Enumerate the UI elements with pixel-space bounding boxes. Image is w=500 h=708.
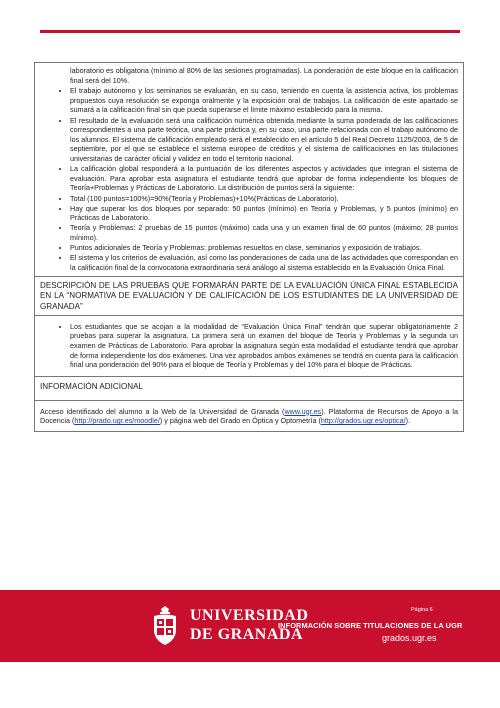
additional-info-section bbox=[35, 400, 463, 431]
top-red-bar bbox=[40, 30, 460, 33]
list-item: • Los estudiantes que se acojan a la modalidad de “Evaluación Única Final” tendrán que superar obligatoriamente 2 pruebas para superar la asignatura. La primera será un examen del bloque de Teoría y Problemas y la segunda un examen de Prácticas de Laboratorio. Para aprobar la asignatura según esta modalidad el estudiante tendrá que aprobar de forma independiente los dos exámenes. Una vez aprobados ambos exámenes se tendrá en cuenta para la calificación final una ponderación del 90% para el bloque de Teoría y Problemas y del 10% para el bloque de Prácticas. bbox=[70, 322, 458, 370]
evaluation-section bbox=[35, 63, 463, 276]
grados-site-label: grados.ugr.es bbox=[382, 633, 437, 643]
list-item: • El trabajo autónomo y los seminarios se evaluarán, en su caso, teniendo en cuenta la asistencia activa, los problemas propuestos cuya resolución se exponga oralmente y la exposición oral de trabajos. La calificación de este apartado se sumará a la calificación final sin que pueda superarse el límite máximo establecido para la misma. bbox=[70, 86, 458, 115]
ugr-web-link[interactable]: www.ugr.es bbox=[284, 406, 322, 416]
single-exam-list bbox=[40, 322, 458, 370]
list-item: • Hay que superar los dos bloques por separado: 50 puntos (mínimo) en Teoría y Problemas, y 5 puntos (mínimo) en Prácticas de Laboratorio. bbox=[70, 204, 458, 223]
list-item: • Teoría y Problemas: 2 pruebas de 15 puntos (máximo) cada una y un examen final de 60 puntos (máximo; 28 puntos mínimo). bbox=[70, 223, 458, 242]
list-item: • La calificación global responderá a la puntuación de los diferentes aspectos y actividades que integran el sistema de evaluación. Para aprobar esta asignatura el estudiante tendrá que aprobar de forma independiente los bloques de Teoría+Problemas y Prácticas de Laboratorio. La distribución de puntos será la siguiente: bbox=[70, 164, 458, 193]
university-name-line2: DE GRANADA bbox=[190, 626, 303, 643]
evaluation-table bbox=[34, 62, 464, 432]
list-item: • El resultado de la evaluación será una calificación numérica obtenida mediante la suma ponderada de las calificaciones correspondientes a una parte teórica, una parte práctica y, en su caso, una parte relacionada con el trabajo autónomo de los alumnos. El sistema de calificación empleado será el establecido en el artículo 5 del Real Decreto 1125/2003, de 5 de septiembre, por el que se establece el sistema europeo de créditos y el sistema de calificaciones en las titulaciones universitarias de carácter oficial y validez en todo el territorio nacional. bbox=[70, 116, 458, 164]
grados-optica-link[interactable]: http://grados.ugr.es/optica/ bbox=[320, 416, 406, 426]
page-number: Página 6 bbox=[411, 607, 433, 613]
additional-info-text: Acceso identificado del alumno a la Web de la Universidad de Granada (www.ugr.es). Plataforma de Recursos de Apoyo a la Docencia (http://prado.ugr.es/moodle/) y página web del Grado en Óptica y Optometría (http://grados.ugr.es/optica/). bbox=[40, 406, 459, 426]
evaluation-list bbox=[40, 86, 458, 272]
titulaciones-info-label: INFORMACIÓN SOBRE TITULACIONES DE LA UGR bbox=[278, 621, 463, 630]
single-exam-title: DESCRIPCIÓN DE LAS PRUEBAS QUE FORMARÁN PARTE DE LA EVALUACIÓN ÚNICA FINAL ESTABLECIDA EN LA “NORMATIVA DE EVALUACIÓN Y DE CALIFICACIÓN DE LOS ESTUDIANTES DE LA UNIVERSIDAD DE GRANADA” bbox=[35, 276, 463, 315]
list-item: • El sistema y los criterios de evaluación, así como las ponderaciones de cada una de las actividades que correspondan en la calificación final de la convocatoria extraordinaria será análogo al sistema establecido en la Evaluación Única Final. bbox=[70, 253, 458, 272]
university-name-line1: UNIVERSIDAD bbox=[190, 607, 309, 624]
university-crest-icon bbox=[148, 604, 182, 648]
single-exam-section bbox=[35, 315, 463, 377]
list-item: • Puntos adicionales de Teoría y Problemas: problemas resueltos en clase, seminarios y exposición de trabajos. bbox=[70, 243, 458, 253]
footer-banner bbox=[0, 590, 500, 662]
list-item: • Total (100 puntos=100%)=90%(Teoría y Problemas)+10%(Prácticas de Laboratorio). bbox=[70, 194, 458, 204]
evaluation-continuation: laboratorio es obligatoria (mínimo al 80% de las sesiones programadas). La ponderación de este bloque en la calificación final será del 10%. bbox=[70, 66, 458, 85]
additional-info-title: INFORMACIÓN ADICIONAL bbox=[35, 376, 463, 399]
prado-link[interactable]: http://prado.ugr.es/moodle/ bbox=[74, 416, 160, 426]
